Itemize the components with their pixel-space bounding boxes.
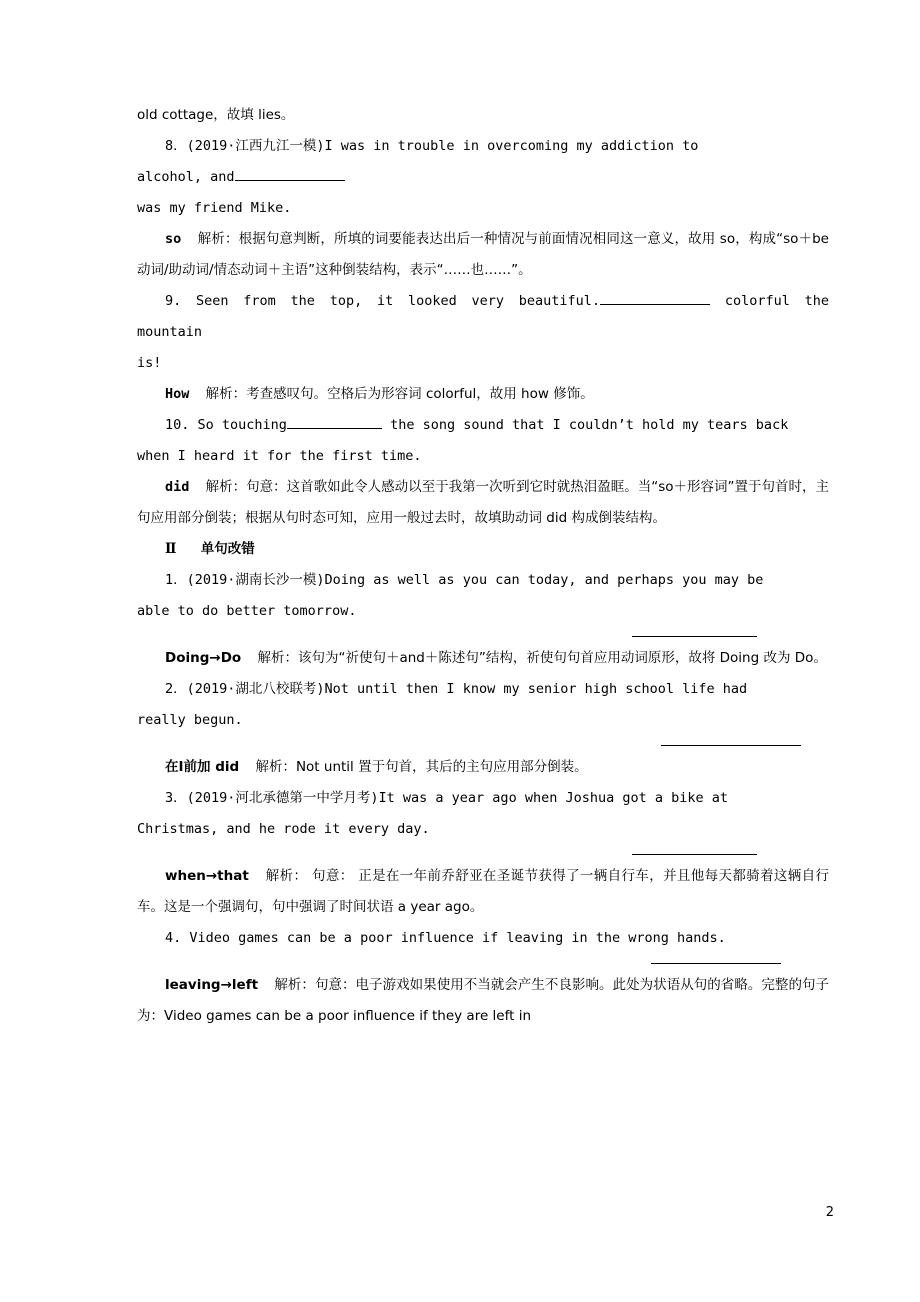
correction-answer-4: leaving→left 解析：句意：电子游戏如果使用不当就会产生不良影响。此处为状语从句的省略。完整的句子为：Video games can be a poor influence if they are left in <box>137 977 830 1024</box>
explanation-10: did 解析：句意：这首歌如此令人感动以至于我第一次听到它时就热泪盈眶。当“so＋形容词”置于句首时，主句应用部分倒装；根据从句时态可知，应用一般过去时，故填助动词 did 构成倒装结构。 <box>137 479 829 526</box>
fill-blank-9 <box>600 291 710 305</box>
question-9-cont: is! <box>137 355 162 371</box>
correction-item-3: 3．(2019·河北承德第一中学月考)It was a year ago when Joshua got a bike at <box>165 790 729 806</box>
question-10: 10. So touching the song sound that I couldn’t hold my tears back <box>165 417 789 433</box>
fill-blank-10 <box>287 415 382 429</box>
correction-item-3-cont: Christmas, and he rode it every day. <box>137 821 430 837</box>
section-heading-2: Ⅱ 单句改错 <box>165 541 255 557</box>
document-body <box>137 100 829 1032</box>
correction-item-1-cont: able to do better tomorrow. <box>137 603 357 619</box>
correction-item-2: 2．(2019·湖北八校联考)Not until then I know my senior high school life had <box>165 681 748 697</box>
explanation-8: so 解析：根据句意判断，所填的词要能表达出后一种情况与前面情况相同这一意义，故用 so，构成“so＋be 动词/助动词/情态动词＋主语”这种倒装结构，表示“……也……”。 <box>137 231 829 278</box>
correction-item-4: 4. Video games can be a poor influence if leaving in the wrong hands. <box>165 930 726 946</box>
explanation-9: How 解析：考查感叹句。空格后为形容词 colorful，故用 how 修饰。 <box>165 386 594 402</box>
paragraph-2-cont: alcohol, and <box>137 162 829 193</box>
paragraph-2-cont2: was my friend Mike. <box>137 200 292 216</box>
correction-item-2-cont: really begun. <box>137 712 243 728</box>
page-number: 2 <box>825 1205 834 1220</box>
correction-answer-3: when→that 解析： 句意： 正是在一年前乔舒亚在圣诞节获得了一辆自行车，并且他每天都骑着这辆自行车。这是一个强调句，句中强调了时间状语 a year ago。 <box>137 868 829 915</box>
fill-blank-8 <box>235 167 345 181</box>
question-10-cont: when I heard it for the first time. <box>137 448 422 464</box>
question-9: 9. Seen from the top, it looked very beautiful. colorful the mountain <box>137 293 829 340</box>
correction-answer-2: 在Ⅰ前加 did 解析：Not until 置于句首，其后的主句应用部分倒装。 <box>165 759 588 775</box>
correction-item-1: 1．(2019·湖南长沙一模)Doing as well as you can today, and perhaps you may be <box>165 572 764 588</box>
paragraph-1: old cottage，故填 lies。 <box>137 107 295 123</box>
correction-answer-1: Doing→Do 解析：该句为“祈使句＋and＋陈述句”结构，祈使句句首应用动词原形，故将 Doing 改为 Do。 <box>165 650 827 666</box>
paragraph-2: 8．(2019·江西九江一模)I was in trouble in overcoming my addiction to <box>165 138 699 154</box>
